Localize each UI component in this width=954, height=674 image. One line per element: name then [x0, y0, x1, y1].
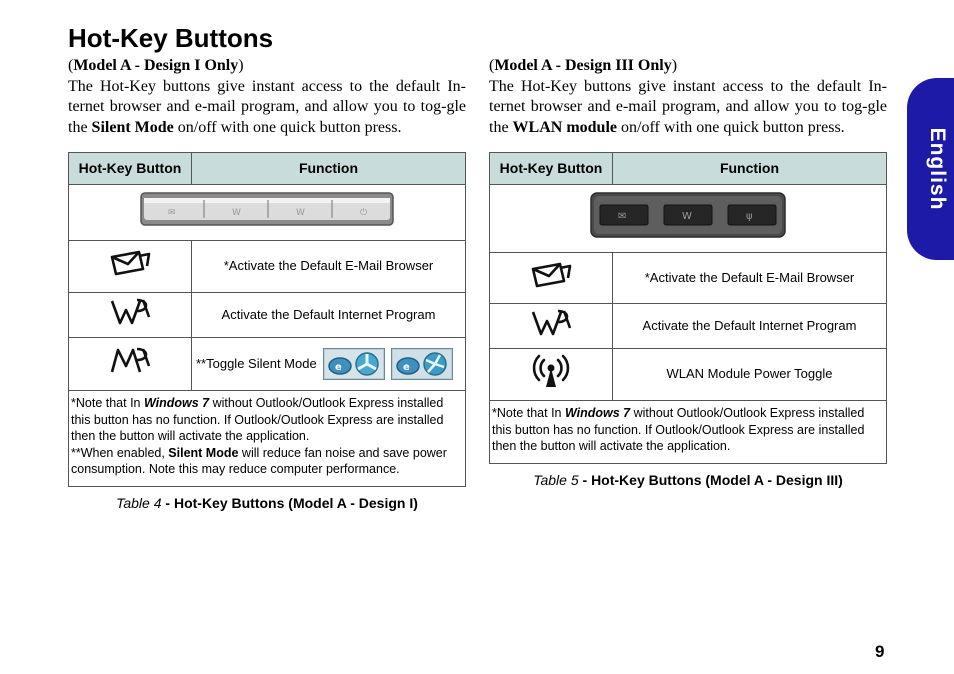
wlan-icon — [531, 353, 571, 389]
svg-text:W: W — [232, 208, 241, 219]
silent-mode-icon — [109, 346, 151, 376]
wlan-icon-cell — [490, 349, 613, 401]
table-header-row — [69, 153, 466, 185]
table-header-row — [490, 153, 887, 185]
table-row — [69, 185, 466, 241]
table-row — [490, 253, 887, 304]
internet-icon-cell — [490, 304, 613, 349]
table-note: *Note that In Windows 7 without Outlook/Outlook Express installed this button has no function. If Outlook/Outlook Express are installed then the button will activate the application. **When enabled, Silent Mode will reduce fan noise and save power consumption. Note this may reduce computer performance. — [69, 391, 466, 487]
hotkey-bar-design-3-image — [590, 192, 786, 238]
internet-icon — [530, 308, 572, 338]
svg-text:W: W — [682, 211, 692, 223]
table-row — [69, 391, 466, 487]
language-side-tab-label: English — [926, 127, 949, 211]
svg-text:e: e — [402, 362, 410, 373]
svg-text:✉: ✉ — [168, 208, 176, 219]
table-row — [490, 349, 887, 401]
table-note: *Note that In Windows 7 without Outlook/Outlook Express installed this button has no function. If Outlook/Outlook Express are installed then the button will activate the application. — [490, 401, 887, 464]
svg-text:ψ: ψ — [746, 211, 753, 223]
column-header-hotkey: Hot-Key Button — [490, 153, 613, 185]
right-column — [489, 56, 887, 490]
table-row — [490, 185, 887, 253]
internet-icon — [109, 297, 151, 327]
function-internet: Activate the Default Internet Program — [192, 293, 466, 338]
table-row — [69, 338, 466, 391]
table-row — [69, 293, 466, 338]
svg-text:e: e — [334, 362, 342, 373]
email-icon-cell — [490, 253, 613, 304]
function-silent-mode: **Toggle Silent Mode — [196, 355, 317, 371]
function-wlan: WLAN Module Power Toggle — [613, 349, 887, 401]
email-icon-cell — [69, 241, 192, 293]
email-icon — [109, 248, 151, 278]
column-header-hotkey: Hot-Key Button — [69, 153, 192, 185]
column-header-function: Function — [613, 153, 887, 185]
table-row — [490, 304, 887, 349]
left-paragraph: The Hot-Key buttons give instant access to the default In-ternet browser and e-mail program, and allow you to tog-gle the Silent Mode on/off with one quick button press. — [68, 77, 466, 136]
function-internet: Activate the Default Internet Program — [613, 304, 887, 349]
left-column — [68, 56, 466, 513]
hotkey-table-design-3 — [489, 152, 887, 464]
left-model-heading: (Model A - Design I Only) — [68, 57, 244, 74]
hotkey-bar-cell — [69, 185, 466, 241]
silent-mode-off-indicator-image — [391, 348, 453, 380]
function-email: *Activate the Default E-Mail Browser — [613, 253, 887, 304]
silent-mode-on-indicator-image — [323, 348, 385, 380]
hotkey-bar-cell — [490, 185, 887, 253]
svg-text:W: W — [296, 208, 305, 219]
column-header-function: Function — [192, 153, 466, 185]
function-silent-mode-cell — [192, 338, 466, 391]
hotkey-table-design-1 — [68, 152, 466, 487]
svg-text:⏻: ⏻ — [360, 208, 368, 219]
table-caption-5: Table 5 - Hot-Key Buttons (Model A - Design III) — [533, 471, 843, 488]
email-icon — [530, 260, 572, 290]
table-row — [490, 401, 887, 464]
right-model-heading: (Model A - Design III Only) — [489, 57, 678, 74]
right-paragraph: The Hot-Key buttons give instant access to the default In-ternet browser and e-mail program, and allow you to tog-gle the WLAN module on/off with one quick button press. — [489, 77, 887, 136]
svg-text:✉: ✉ — [618, 211, 627, 223]
internet-icon-cell — [69, 293, 192, 338]
page-title: Hot-Key Buttons — [68, 23, 274, 53]
table-row — [69, 241, 466, 293]
function-email: *Activate the Default E-Mail Browser — [192, 241, 466, 293]
page-number: 9 — [875, 642, 885, 661]
silent-mode-icon-cell — [69, 338, 192, 391]
hotkey-bar-design-1-image — [140, 192, 394, 226]
table-caption-4: Table 4 - Hot-Key Buttons (Model A - Design I) — [116, 494, 418, 511]
